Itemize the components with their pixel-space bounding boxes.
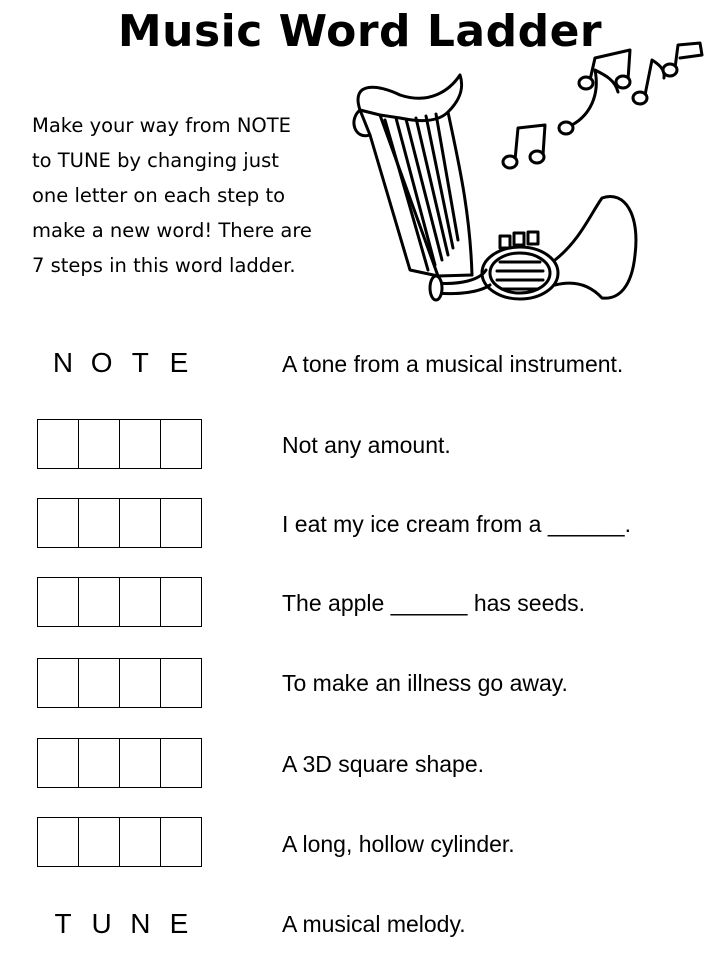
clue-2: Not any amount. [282, 432, 451, 458]
letter-box[interactable] [37, 817, 79, 867]
answer-row-5[interactable] [37, 738, 202, 788]
answer-row-3[interactable] [37, 577, 202, 627]
instructions-line: 7 steps in this word ladder. [32, 254, 296, 277]
letter-box[interactable] [78, 419, 120, 469]
answer-row-2[interactable] [37, 498, 202, 548]
instruments-illustration [340, 40, 720, 310]
letter: E [169, 347, 189, 378]
instructions-line: to TUNE by changing just [32, 149, 279, 172]
answer-row-6[interactable] [37, 817, 202, 867]
letter-box[interactable] [37, 658, 79, 708]
letter-box[interactable] [160, 498, 202, 548]
instructions [32, 108, 362, 283]
letter-box[interactable] [119, 577, 161, 627]
letter-box[interactable] [160, 738, 202, 788]
instructions-line: Make your way from NOTE [32, 114, 291, 137]
letter: T [54, 908, 72, 939]
clue-8: A musical melody. [282, 911, 466, 937]
clue-3: I eat my ice cream from a ______. [282, 511, 631, 537]
letter-box[interactable] [78, 817, 120, 867]
instructions-line: make a new word! There are [32, 219, 312, 242]
letter-box[interactable] [160, 658, 202, 708]
letter-box[interactable] [160, 419, 202, 469]
letter-box[interactable] [37, 738, 79, 788]
clue-5: To make an illness go away. [282, 670, 568, 696]
page-title: Music Word Ladder [117, 6, 603, 57]
clue-6: A 3D square shape. [282, 751, 485, 777]
letter-box[interactable] [119, 817, 161, 867]
music-notes-icon [503, 43, 702, 168]
letter-box[interactable] [78, 577, 120, 627]
letter: N [130, 908, 151, 939]
clue-7: A long, hollow cylinder. [282, 831, 515, 857]
letter: E [169, 908, 189, 939]
letter-box[interactable] [78, 498, 120, 548]
letter: O [90, 347, 113, 378]
letter-box[interactable] [37, 577, 79, 627]
clue-4: The apple ______ has seeds. [282, 590, 586, 616]
letter-box[interactable] [37, 498, 79, 548]
letter: N [52, 347, 74, 378]
letter-box[interactable] [119, 498, 161, 548]
end-word [36, 908, 206, 940]
letter-box[interactable] [160, 577, 202, 627]
trumpet-icon [430, 197, 636, 300]
letter-box[interactable] [119, 419, 161, 469]
instructions-line: one letter on each step to [32, 184, 286, 207]
letter: T [131, 347, 149, 378]
clue-1: A tone from a musical instrument. [282, 351, 624, 377]
answer-row-4[interactable] [37, 658, 202, 708]
letter-box[interactable] [160, 817, 202, 867]
letter-box[interactable] [37, 419, 79, 469]
letter-box[interactable] [78, 658, 120, 708]
letter-box[interactable] [119, 658, 161, 708]
letter-box[interactable] [119, 738, 161, 788]
letter: U [91, 908, 112, 939]
start-word [36, 347, 206, 379]
harp-icon [354, 75, 472, 276]
answer-row-1[interactable] [37, 419, 202, 469]
letter-box[interactable] [78, 738, 120, 788]
